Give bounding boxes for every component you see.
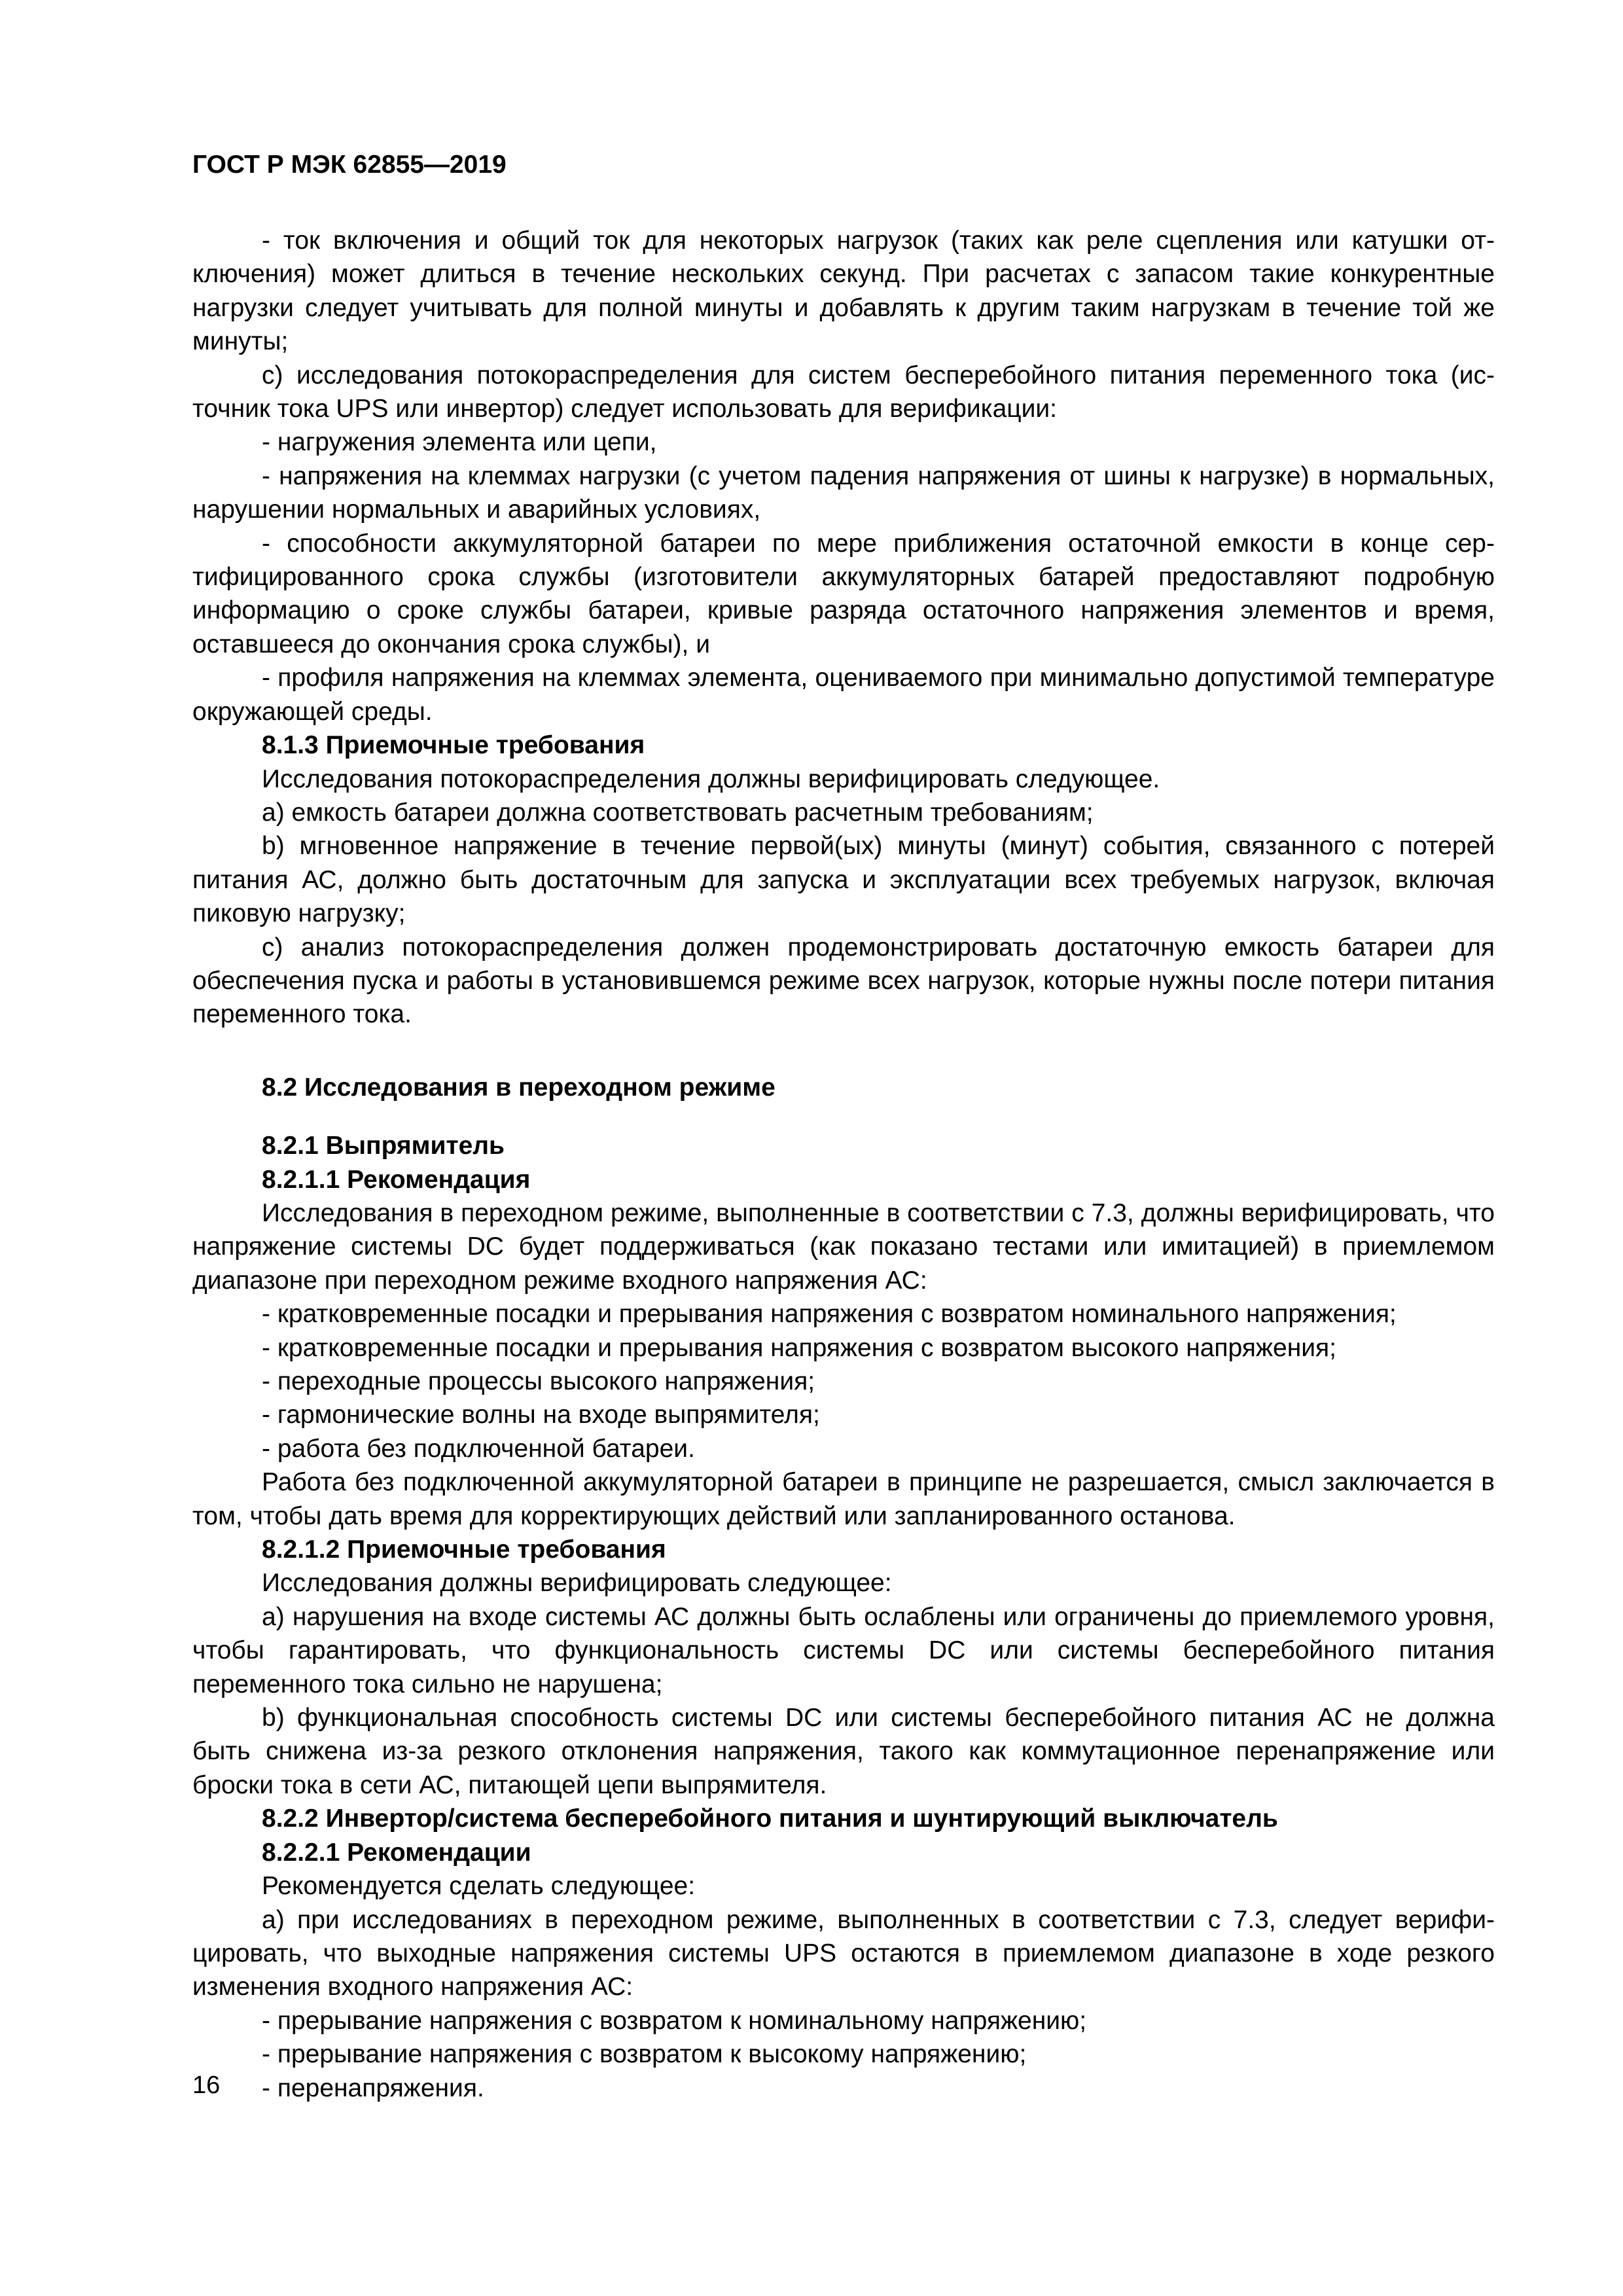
page-number: 16 xyxy=(192,2072,221,2099)
section-heading: 8.2.1.1 Рекомендация xyxy=(262,1165,531,1194)
paragraph: Исследования в переходном режиме, выполненные в соответствии с 7.3, должны верифицировать, что напряжение системы DC будет поддерживаться (как показано тестами или имитацией) в приемлемом диапазоне при переходном режиме входного напряжения АС: xyxy=(192,1198,1495,1295)
paragraph: - профиля напряжения на клеммах элемента, оцениваемого при минимально допустимой температуре окружающей среды. xyxy=(192,664,1495,726)
section-heading: 8.2.1.2 Приемочные требования xyxy=(262,1535,666,1564)
paragraph: - ток включения и общий ток для некоторых нагрузок (таких как реле сцепления или катушки отключения) может длиться в течение нескольких секунд. При расчетах с запасом такие конкурентные нагрузки следует учитывать для полной минуты и добавлять к другим таким нагрузкам в течение той же минуты; xyxy=(192,226,1495,356)
paragraph: a) нарушения на входе системы АС должны быть ослаблены или ограничены до приемлемого уровня, чтобы гарантировать, что функциональность системы DC или системы бесперебойного питания переменного тока сильно не нарушена; xyxy=(192,1602,1495,1698)
document-header: ГОСТ Р МЭК 62855—2019 xyxy=(192,151,507,179)
paragraph: b) функциональная способность системы DC или системы бесперебойного питания АС не должна быть снижена из-за резкого отклонения напряжения, такого как коммутационное перенапряжение или броски тока в сети АС, питающей цепи выпрямителя. xyxy=(192,1704,1495,1799)
paragraph: - гармонические волны на входе выпрямителя; xyxy=(262,1401,820,1429)
document-body xyxy=(192,224,1495,2105)
paragraph: c) исследования потокораспределения для систем бесперебойного питания переменного тока (источник тока UPS или инвертор) следует использовать для верификации: xyxy=(192,361,1495,423)
paragraph: - кратковременные посадки и прерывания напряжения с возвратом высокого напряжения; xyxy=(262,1333,1336,1362)
section-heading: 8.2.1 Выпрямитель xyxy=(262,1132,505,1160)
paragraph: Исследования потокораспределения должны верифицировать следующее. xyxy=(262,764,1160,793)
paragraph: a) при исследованиях в переходном режиме, выполненных в соответствии с 7.3, следует верифицировать, что выходные напряжения системы UPS остаются в приемлемом диапазоне в ходе резкого изменения входного напряжения АС: xyxy=(192,1905,1495,2001)
section-heading: 8.1.3 Приемочные требования xyxy=(262,731,645,760)
paragraph: - нагружения элемента или цепи, xyxy=(262,428,657,457)
section-heading: 8.2.2.1 Рекомендации xyxy=(262,1838,531,1867)
section-heading: 8.2 Исследования в переходном режиме xyxy=(262,1073,776,1102)
paragraph: Рекомендуется сделать следующее: xyxy=(262,1872,696,1901)
paragraph: - способности аккумуляторной батареи по мере приближения остаточной емкости в конце сертифицированного срока службы (изготовители аккумуляторных батарей предоставляют подробную информацию о сроке службы батареи, кривые разряда остаточного напряжения элементов и время, оставшееся до окончания срока службы), и xyxy=(192,529,1495,658)
paragraph: b) мгновенное напряжение в течение первой(ых) минуты (минут) события, связанного с потерей питания АС, должно быть достаточным для запуска и эксплуатации всех требуемых нагрузок, включая пиковую нагрузку; xyxy=(192,832,1495,928)
section-heading: 8.2.2 Инвертор/система бесперебойного питания и шунтирующий выключатель xyxy=(262,1804,1278,1833)
paragraph: - переходные процессы высокого напряжения; xyxy=(262,1367,815,1395)
paragraph: - кратковременные посадки и прерывания напряжения с возвратом номинального напряжения; xyxy=(262,1300,1397,1329)
paragraph: c) анализ потокораспределения должен продемонстрировать достаточную емкость батареи для обеспечения пуска и работы в установившемся режиме всех нагрузок, которые нужны после потери питания переменного тока. xyxy=(192,933,1495,1029)
paragraph: - прерывание напряжения с возвратом к номинальному напряжению; xyxy=(262,2006,1087,2035)
paragraph: - работа без подключенной батареи. xyxy=(262,1434,695,1463)
paragraph: - напряжения на клеммах нагрузки (с учетом падения напряжения от шины к нагрузке) в нормальных, нарушении нормальных и аварийных условиях, xyxy=(192,461,1495,524)
paragraph: a) емкость батареи должна соответствовать расчетным требованиям; xyxy=(262,798,1094,827)
paragraph: Работа без подключенной аккумуляторной батареи в принципе не разрешается, смысл заключается в том, чтобы дать время для корректирующих действий или запланированного останова. xyxy=(192,1468,1495,1530)
paragraph: Исследования должны верифицировать следующее: xyxy=(262,1569,892,1598)
paragraph: - прерывание напряжения с возвратом к высокому напряжению; xyxy=(262,2040,1027,2069)
paragraph: - перенапряжения. xyxy=(262,2073,484,2102)
